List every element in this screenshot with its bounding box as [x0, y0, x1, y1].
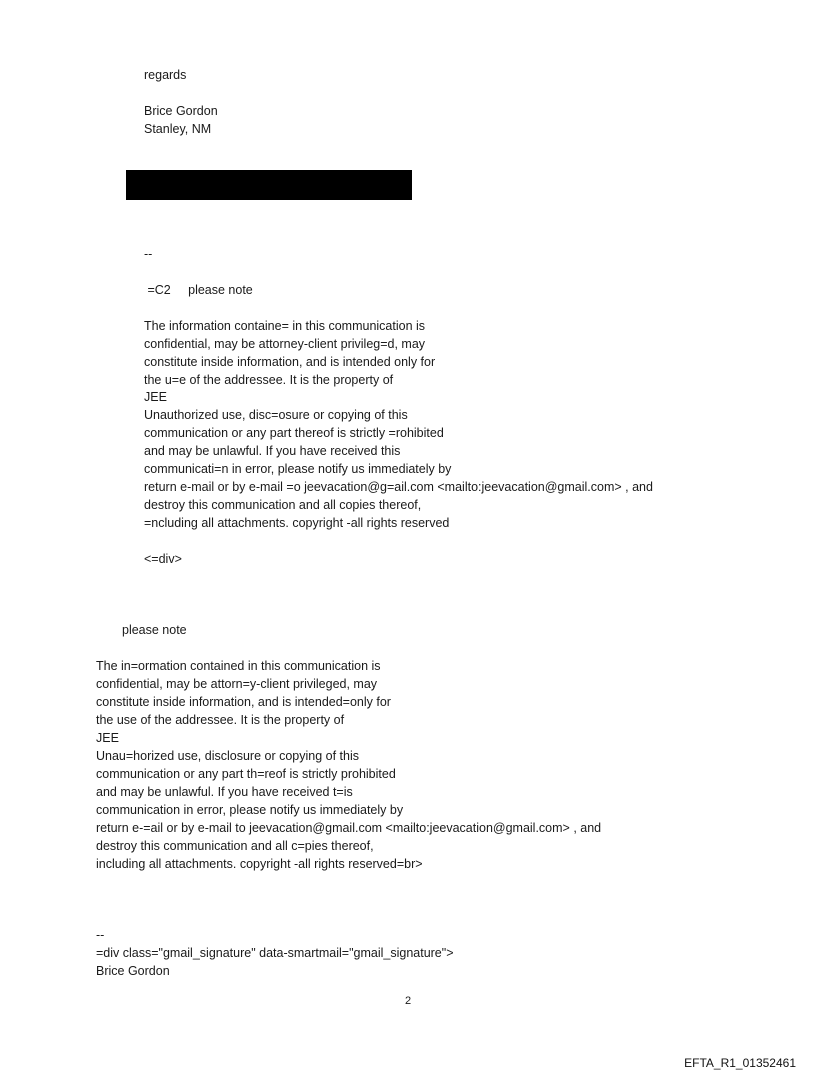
quoted-body-line: JEE	[144, 390, 167, 404]
quoted-heading: =C2 please note	[144, 283, 253, 297]
outer-body-line: destroy this communication and all c=pies thereof,	[96, 839, 374, 853]
outer-heading: please note	[122, 623, 187, 637]
outer-body-line: return e-=ail or by e-mail to jeevacation@gmail.com <mailto:jeevacation@gmail.com> , and	[96, 821, 602, 835]
regards-line: regards	[144, 68, 187, 82]
document-id: EFTA_R1_01352461	[684, 1056, 796, 1070]
quoted-body-line: The information containe= in this communication is	[144, 319, 426, 333]
signature-location: Stanley, NM	[144, 122, 212, 136]
outer-body-line: including all attachments. copyright -all rights reserved=br>	[96, 857, 423, 871]
redaction-bar	[126, 170, 412, 200]
footer-signature-name: Brice Gordon	[96, 964, 170, 978]
quoted-body-line: confidential, may be attorney-client privileg=d, may	[144, 337, 426, 351]
quoted-body-line: the u=e of the addressee. It is the property of	[144, 373, 394, 387]
outer-body-line: communication or any part th=reof is strictly prohibited	[96, 767, 396, 781]
quoted-body-line: return e-mail or by e-mail =o jeevacation@g=ail.com <mailto:jeevacation@gmail.com> , and	[144, 480, 653, 494]
quoted-body-line: communicati=n in error, please notify us immediately by	[144, 462, 452, 476]
outer-body-line: JEE	[96, 731, 119, 745]
quoted-body-line: constitute inside information, and is intended only for	[144, 355, 436, 369]
outer-body-line: the use of the addressee. It is the property of	[96, 713, 345, 727]
quoted-body-line: =ncluding all attachments. copyright -all rights reserved	[144, 516, 450, 530]
outer-body-line: constitute inside information, and is intended=only for	[96, 695, 391, 709]
footer-signature-div: =div class="gmail_signature" data-smartmail="gmail_signature">	[96, 946, 454, 960]
outer-body-line: and may be unlawful. If you have received t=is	[96, 785, 353, 799]
page-number: 2	[404, 995, 412, 1007]
quoted-body-line: and may be unlawful. If you have received this	[144, 444, 401, 458]
outer-body-line: Unau=horized use, disclosure or copying of this	[96, 749, 359, 763]
quoted-body-line: communication or any part thereof is strictly =rohibited	[144, 426, 444, 440]
quoted-closing-tag: <=div>	[144, 552, 182, 566]
quoted-body-line: Unauthorized use, disc=osure or copying of this	[144, 408, 408, 422]
outer-body-line: The in=ormation contained in this communication is	[96, 659, 381, 673]
outer-body-line: communication in error, please notify us immediately by	[96, 803, 404, 817]
footer-separator: --	[96, 928, 105, 942]
quoted-separator: --	[144, 247, 153, 261]
outer-body-line: confidential, may be attorn=y-client privileged, may	[96, 677, 378, 691]
quoted-body-line: destroy this communication and all copies thereof,	[144, 498, 422, 512]
signature-name: Brice Gordon	[144, 104, 218, 118]
